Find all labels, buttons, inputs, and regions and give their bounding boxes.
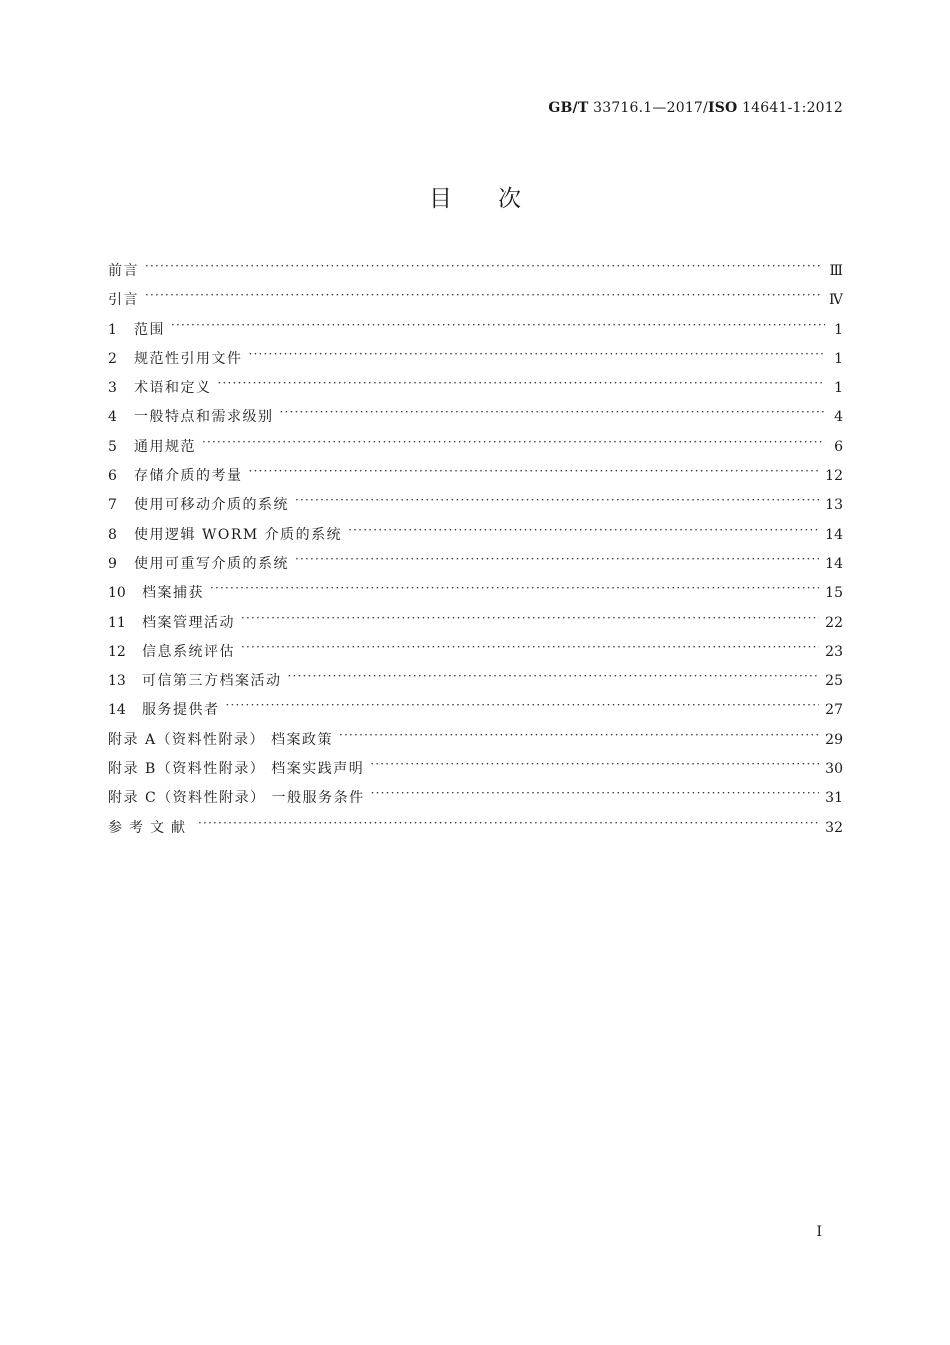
toc-entry-foreword[interactable] xyxy=(108,260,843,289)
toc-page: 1 xyxy=(834,380,843,397)
toc-leader xyxy=(202,437,825,451)
toc-leader xyxy=(218,378,826,392)
toc-page: 6 xyxy=(834,438,843,455)
toc-number: 5 xyxy=(108,438,117,455)
toc-number: 9 xyxy=(108,555,117,572)
toc-page: 12 xyxy=(825,468,843,485)
toc-leader xyxy=(370,759,819,773)
toc-leader xyxy=(198,818,819,832)
toc-entry-13[interactable] xyxy=(108,670,843,699)
toc-page: 23 xyxy=(825,643,843,660)
toc-label: 信息系统评估 xyxy=(142,643,235,660)
toc-entry-2[interactable] xyxy=(108,348,843,377)
toc-entry-4[interactable] xyxy=(108,406,843,435)
toc-number: 6 xyxy=(108,468,117,485)
toc-label: 一般特点和需求级别 xyxy=(134,409,274,426)
toc-leader xyxy=(249,466,820,480)
standard-number: 33716.1—2017/ xyxy=(593,100,708,116)
standard-prefix: GB/T xyxy=(548,100,589,116)
toc-label: 附录 C（资料性附录） 一般服务条件 xyxy=(108,790,365,807)
toc-leader xyxy=(249,349,826,363)
toc-entry-11[interactable] xyxy=(108,612,843,641)
toc-entry-introduction[interactable] xyxy=(108,289,843,318)
toc-leader xyxy=(295,554,819,568)
toc-leader xyxy=(348,525,819,539)
toc-label: 使用逻辑 WORM 介质的系统 xyxy=(134,526,343,543)
toc-label: 引言 xyxy=(108,292,139,309)
table-of-contents xyxy=(108,260,843,846)
toc-entry-annex-c[interactable] xyxy=(108,787,843,816)
toc-number: 8 xyxy=(108,526,117,543)
toc-entry-annex-a[interactable] xyxy=(108,729,843,758)
toc-page: 29 xyxy=(825,731,843,748)
toc-entry-1[interactable] xyxy=(108,319,843,348)
toc-page: 22 xyxy=(825,614,843,631)
toc-label: 服务提供者 xyxy=(142,702,220,719)
toc-entry-5[interactable] xyxy=(108,436,843,465)
toc-number: 12 xyxy=(108,643,126,660)
toc-entry-bibliography[interactable] xyxy=(108,817,843,846)
toc-label: 术语和定义 xyxy=(134,380,212,397)
toc-label: 档案管理活动 xyxy=(142,614,235,631)
toc-leader xyxy=(295,495,819,509)
toc-number: 10 xyxy=(108,585,126,602)
toc-label: 存储介质的考量 xyxy=(134,468,243,485)
iso-prefix: ISO xyxy=(707,100,738,116)
toc-page: Ⅳ xyxy=(829,292,843,309)
toc-label: 规范性引用文件 xyxy=(134,350,243,367)
toc-label: 使用可移动介质的系统 xyxy=(134,497,289,514)
toc-entry-3[interactable] xyxy=(108,377,843,406)
toc-entry-9[interactable] xyxy=(108,553,843,582)
toc-number: 14 xyxy=(108,702,126,719)
toc-page: Ⅲ xyxy=(829,263,843,279)
toc-label: 可信第三方档案活动 xyxy=(142,673,282,690)
toc-number: 7 xyxy=(108,497,117,514)
toc-entry-8[interactable] xyxy=(108,524,843,553)
toc-leader xyxy=(171,320,825,334)
toc-page: 13 xyxy=(825,497,843,514)
toc-page: 14 xyxy=(825,555,843,572)
toc-leader xyxy=(226,700,820,714)
toc-entry-12[interactable] xyxy=(108,641,843,670)
toc-label: 前言 xyxy=(108,263,139,279)
toc-page: 31 xyxy=(825,790,843,807)
toc-page: 32 xyxy=(825,819,843,836)
toc-leader xyxy=(210,583,819,597)
toc-label: 使用可重写介质的系统 xyxy=(134,555,289,572)
toc-label: 通用规范 xyxy=(134,438,196,455)
toc-entry-14[interactable] xyxy=(108,699,843,728)
toc-label: 附录 A（资料性附录） 档案政策 xyxy=(108,731,334,748)
toc-label: 附录 B（资料性附录） 档案实践声明 xyxy=(108,761,365,778)
toc-entry-7[interactable] xyxy=(108,494,843,523)
toc-entry-6[interactable] xyxy=(108,465,843,494)
toc-number: 3 xyxy=(108,380,117,397)
toc-leader xyxy=(145,261,823,275)
toc-entry-annex-b[interactable] xyxy=(108,758,843,787)
toc-page: 1 xyxy=(834,350,843,367)
toc-leader xyxy=(288,671,820,685)
toc-page: 27 xyxy=(825,702,843,719)
page-title: 目次 xyxy=(429,186,567,212)
toc-leader xyxy=(339,730,819,744)
toc-label: 档案捕获 xyxy=(142,585,204,602)
toc-entry-10[interactable] xyxy=(108,582,843,611)
iso-number: 14641-1:2012 xyxy=(742,100,843,116)
toc-number: 4 xyxy=(108,409,117,426)
toc-page: 4 xyxy=(834,409,843,426)
toc-page: 25 xyxy=(825,673,843,690)
toc-page: 30 xyxy=(825,761,843,778)
toc-page: 1 xyxy=(834,321,843,338)
toc-leader xyxy=(371,788,820,802)
toc-leader xyxy=(145,290,823,304)
toc-leader xyxy=(241,642,819,656)
toc-leader xyxy=(241,613,819,627)
toc-leader xyxy=(280,407,826,421)
toc-number: 1 xyxy=(108,321,117,338)
toc-label: 参考文献 xyxy=(108,819,192,836)
page-number: Ⅰ xyxy=(816,1224,822,1240)
toc-number: 2 xyxy=(108,350,117,367)
document-code xyxy=(548,100,843,116)
toc-label: 范围 xyxy=(134,321,165,338)
toc-number: 11 xyxy=(108,614,126,631)
toc-page: 14 xyxy=(825,526,843,543)
toc-number: 13 xyxy=(108,673,126,690)
toc-page: 15 xyxy=(825,585,843,602)
